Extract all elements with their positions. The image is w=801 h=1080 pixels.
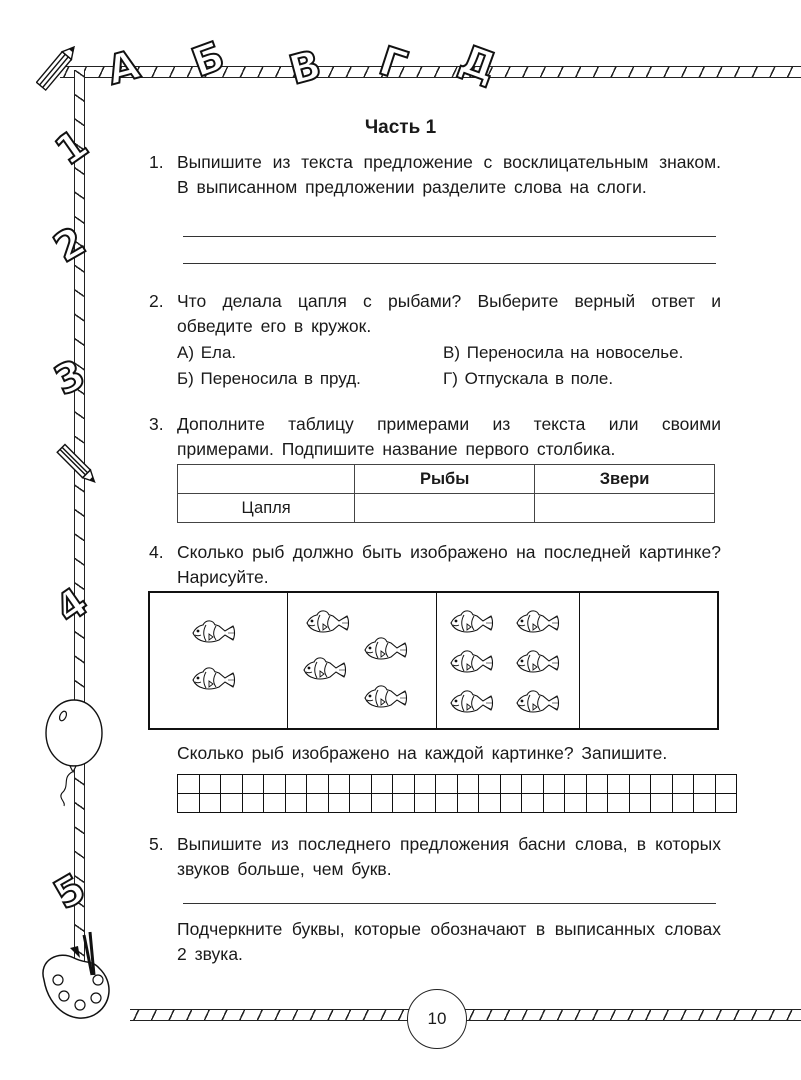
grid-cell[interactable] [522, 794, 544, 813]
decor-number-4: 4 [47, 579, 97, 633]
grid-cell[interactable] [543, 775, 565, 794]
fish-picture-4-drawing-area[interactable] [580, 593, 717, 728]
fish-icon [513, 648, 561, 678]
grid-cell[interactable] [500, 794, 522, 813]
task-text: Что делала цапля с рыбами? Выберите верный ответ и обведите его в кружок. [177, 291, 721, 336]
grid-cell[interactable] [565, 794, 587, 813]
table-header-cell: Звери [535, 465, 715, 494]
grid-cell[interactable] [672, 794, 694, 813]
examples-table [177, 464, 715, 523]
grid-cell[interactable] [307, 794, 329, 813]
task-text: Выпишите из последнего предложения басни слова, в которых звуков больше, чем букв. [177, 834, 721, 879]
grid-cell[interactable] [199, 775, 221, 794]
grid-cell[interactable] [586, 775, 608, 794]
fish-icon [189, 618, 237, 648]
decor-letter-a: А [102, 41, 145, 95]
grid-cell[interactable] [457, 794, 479, 813]
grid-cell[interactable] [242, 794, 264, 813]
fish-icon [303, 608, 351, 638]
grid-cell[interactable] [436, 775, 458, 794]
decor-letter-d: Д [453, 36, 503, 92]
pencil-icon [36, 40, 76, 100]
fish-icon [300, 655, 348, 685]
page-number: 10 [407, 989, 467, 1049]
task-2 [149, 289, 721, 339]
task-number: 3. [149, 414, 164, 434]
fish-icon [447, 688, 495, 718]
grid-cell[interactable] [479, 794, 501, 813]
fish-icon [513, 688, 561, 718]
table-header-row [178, 465, 715, 494]
grid-cell[interactable] [393, 794, 415, 813]
decor-number-2: 2 [46, 218, 94, 272]
task-5-subtext [149, 917, 721, 967]
option-a[interactable]: А) Ела. [177, 343, 237, 362]
grid-cell[interactable] [414, 775, 436, 794]
grid-cell[interactable] [672, 775, 694, 794]
decor-letter-g: Г [373, 38, 412, 90]
grid-cell[interactable] [371, 775, 393, 794]
decor-letter-b: Б [186, 33, 231, 87]
grid-cell[interactable] [715, 794, 737, 813]
paint-palette-icon [34, 930, 134, 1025]
answer-grid[interactable] [177, 774, 737, 813]
top-rope-border [60, 66, 801, 78]
grid-cell[interactable] [651, 794, 673, 813]
fish-pictures-row [148, 591, 719, 730]
grid-cell[interactable] [500, 775, 522, 794]
fish-picture-1 [150, 593, 288, 728]
task-4-subtext [149, 741, 721, 766]
task-text: Сколько рыб должно быть изображено на последней картинке? Нарисуйте. [177, 542, 721, 587]
fish-icon [447, 648, 495, 678]
decor-number-5: 5 [46, 865, 94, 919]
grid-cell[interactable] [479, 775, 501, 794]
task-text: Выпишите из текста предложение с восклицательным знаком. В выписанном предложении разделите слова на слоги. [177, 152, 721, 197]
grid-cell[interactable] [715, 775, 737, 794]
decor-number-1: 1 [47, 121, 97, 175]
task-number: 1. [149, 152, 164, 172]
grid-cell[interactable] [199, 794, 221, 813]
task-text: Дополните таблицу примерами из текста или своими примерами. Подпишите название первого столбика. [177, 414, 721, 459]
table-header-cell[interactable] [178, 465, 355, 494]
grid-cell[interactable] [264, 775, 286, 794]
table-cell[interactable] [535, 494, 715, 523]
answer-line[interactable] [183, 236, 716, 237]
grid-cell[interactable] [285, 794, 307, 813]
decor-letter-v: В [284, 41, 326, 95]
grid-cell[interactable] [608, 775, 630, 794]
grid-cell[interactable] [414, 794, 436, 813]
table-header-cell: Рыбы [355, 465, 535, 494]
grid-cell[interactable] [328, 775, 350, 794]
page-title: Часть 1 [364, 117, 437, 138]
grid-cell[interactable] [328, 794, 350, 813]
answer-line[interactable] [183, 263, 716, 264]
grid-cell[interactable] [264, 794, 286, 813]
grid-cell[interactable] [178, 775, 200, 794]
left-rope-border [74, 70, 85, 1010]
fish-picture-2 [288, 593, 437, 728]
option-v[interactable]: В) Переносила на новоселье. [443, 343, 684, 362]
fish-icon [361, 635, 409, 665]
grid-cell[interactable] [371, 794, 393, 813]
option-g[interactable]: Г) Отпускала в поле. [443, 369, 614, 388]
grid-cell[interactable] [393, 775, 415, 794]
grid-cell[interactable] [522, 775, 544, 794]
task-number: 5. [149, 834, 164, 854]
fish-icon [361, 683, 409, 713]
grid-cell[interactable] [178, 794, 200, 813]
table-cell[interactable] [355, 494, 535, 523]
grid-cell[interactable] [629, 775, 651, 794]
grid-cell[interactable] [307, 775, 329, 794]
grid-cell[interactable] [629, 794, 651, 813]
grid-row [178, 775, 737, 794]
table-row [178, 494, 715, 523]
pencil-icon [50, 438, 105, 493]
task-4 [149, 540, 721, 590]
grid-cell[interactable] [285, 775, 307, 794]
table-cell: Цапля [178, 494, 355, 523]
grid-row [178, 794, 737, 813]
grid-cell[interactable] [586, 794, 608, 813]
decor-number-3: 3 [47, 351, 93, 405]
task-number: 4. [149, 542, 164, 562]
grid-cell[interactable] [565, 775, 587, 794]
grid-cell[interactable] [221, 775, 243, 794]
option-b[interactable]: Б) Переносила в пруд. [177, 369, 361, 388]
grid-cell[interactable] [221, 794, 243, 813]
task-3 [149, 412, 721, 462]
balloon-icon [44, 698, 106, 810]
grid-cell[interactable] [242, 775, 264, 794]
task-number: 2. [149, 291, 164, 311]
fish-icon [513, 608, 561, 638]
grid-cell[interactable] [350, 794, 372, 813]
task-subtext: Подчеркните буквы, которые обозначают в выписанных словах 2 звука. [177, 919, 721, 964]
fish-picture-3 [437, 593, 580, 728]
fish-icon [447, 608, 495, 638]
grid-cell[interactable] [694, 794, 716, 813]
grid-cell[interactable] [651, 775, 673, 794]
grid-cell[interactable] [350, 775, 372, 794]
answer-line[interactable] [183, 903, 716, 904]
task-5 [149, 832, 721, 882]
grid-cell[interactable] [694, 775, 716, 794]
grid-cell[interactable] [436, 794, 458, 813]
task-subtext: Сколько рыб изображено на каждой картинке? Запишите. [177, 743, 668, 763]
fish-icon [189, 665, 237, 695]
task-1 [149, 150, 721, 200]
grid-cell[interactable] [608, 794, 630, 813]
grid-cell[interactable] [543, 794, 565, 813]
grid-cell[interactable] [457, 775, 479, 794]
